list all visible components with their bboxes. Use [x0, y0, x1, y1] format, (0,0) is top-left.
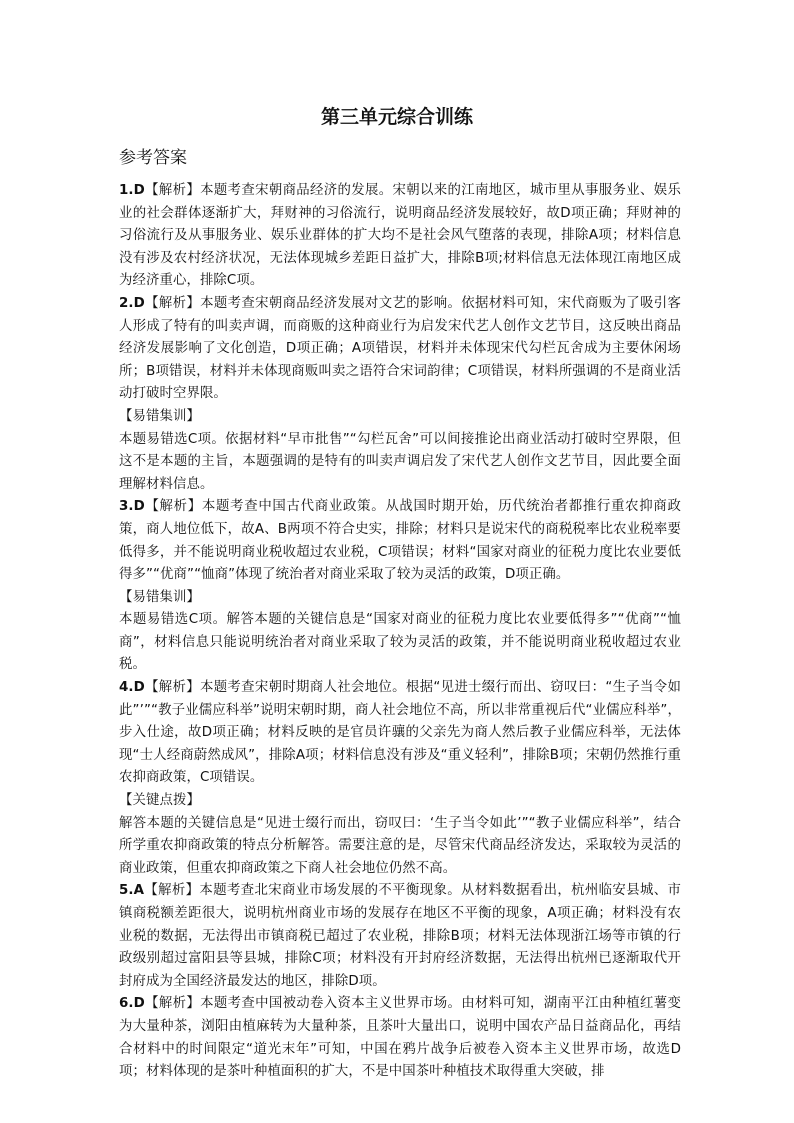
answer-item — [119, 496, 681, 586]
note-paragraph: 解答本题的关键信息是“见进士缀行而出，窃叹曰：‘生子当令如此’”“教子业儒应科举”，结合所学重农抑商政策的特点分析解答。需要注意的是，尽管宋代商品经济发达，采取较为灵活的商业政策，但重农抑商政策之下商人社会地位仍然不高。 — [119, 815, 681, 876]
answer-explanation: 【解析】本题考查宋朝商品经济发展对文艺的影响。依据材料可知，宋代商贩为了吸引客人形成了特有的叫卖声调，而商贩的这种商业行为启发宋代艺人创作文艺节目，这反映出商品经济发展影响了文化创造，D项正确；A项错误，材料并未体现宋代勾栏瓦舍成为主要休闲场所；B项错误，材料并未体现商贩叫卖之语符合宋词韵律；C项错误，材料所强调的不是商业活动打破时空界限。 — [119, 295, 681, 402]
answer-item — [119, 180, 681, 293]
answer-explanation: 【解析】本题考查北宋商业市场发展的不平衡现象。从材料数据看出，杭州临安县城、市镇商税额差距很大，说明杭州商业市场的发展存在地区不平衡的现象，A项正确；材料没有农业税的数据，无法得出市镇商税已超过了农业税，排除B项；材料无法体现浙江场等市镇的行政级别超过富阳县等县城，排除C项；材料没有开封府经济数据，无法得出杭州已逐渐取代开封府成为全国经济最发达的地区，排除D项。 — [119, 883, 681, 989]
answer-body — [119, 180, 681, 1084]
note-paragraph: 本题易错选C项。依据材料“早市批售”“勾栏瓦舍”可以间接推论出商业活动打破时空界限，但这不是本题的主旨，本题强调的是特有的叫卖声调启发了宋代艺人创作文艺节目，因此要全面理解材料信息。 — [119, 431, 681, 492]
answer-explanation: 【解析】本题考查宋朝商品经济的发展。宋朝以来的江南地区，城市里从事服务业、娱乐业的社会群体逐渐扩大，拜财神的习俗流行，说明商品经济发展较好，故D项正确；拜财神的习俗流行及从事服务业、娱乐业群体的扩大均不是社会风气堕落的表现，排除A项；材料信息没有涉及农村经济状况，无法体现城乡差距日益扩大，排除B项;材料信息无法体现江南地区成为经济重心，排除C项。 — [119, 183, 681, 289]
answer-section-heading: 参考答案 — [119, 148, 187, 168]
section-label: 【易错集训】 — [119, 408, 200, 424]
answer-number: 1.D — [119, 183, 145, 198]
answer-number: 4.D — [119, 680, 145, 696]
note-paragraph: 本题易错选C项。解答本题的关键信息是“国家对商业的征税力度比农业要低得多”“优商”“恤商”，材料信息只能说明统治者对商业采取了较为灵活的政策，并不能说明商业税收超过农业税。 — [119, 612, 681, 673]
answer-number: 6.D — [119, 996, 145, 1012]
answer-explanation: 【解析】本题考查中国被动卷入资本主义世界市场。由材料可知，湖南平江由种植红薯变为大量种茶，浏阳由植麻转为大量种茶，且茶叶大量出口，说明中国农产品日益商品化，再结合材料中的时间限定“道光末年”可知，中国在鸦片战争后被卷入资本主义世界市场，故选D项；材料体现的是茶叶种植面积的扩大，不是中国茶叶种植技术取得重大突破，排 — [119, 996, 681, 1080]
answer-item — [119, 293, 681, 406]
answer-item — [119, 677, 681, 790]
document-title: 第三单元综合训练 — [320, 106, 473, 128]
answer-number: 3.D — [119, 499, 145, 515]
answer-explanation: 【解析】本题考查宋朝时期商人社会地位。根据“见进士缀行而出、窃叹曰：“生子当令如此”’”“教子业儒应科举”说明宋朝时期，商人社会地位不高，所以非常重视后代“业儒应科举”，步入仕途，故D项正确；材料反映的是官员许骧的父亲先为商人然后教子业儒应科举，无法体现“士人经商蔚然成风”，排除A项；材料信息没有涉及“重义轻利”，排除B项；宋朝仍然推行重农抑商政策，C项错误。 — [119, 680, 681, 786]
section-label: 【关键点拨】 — [119, 793, 200, 809]
answer-number: 2.D — [119, 295, 145, 311]
answer-explanation: 【解析】本题考查中国古代商业政策。从战国时期开始，历代统治者都推行重农抑商政策，商人地位低下，故A、B两项不符合史实，排除；材料只是说宋代的商税税率比农业税率要低得多，并不能说明商业税收超过农业税，C项错误；材料“国家对商业的征税力度比农业要低得多”“优商”“恤商”体现了统治者对商业采取了较为灵活的政策，D项正确。 — [119, 499, 681, 583]
section-label: 【易错集训】 — [119, 589, 200, 605]
answer-item — [119, 880, 681, 993]
answer-item — [119, 993, 681, 1083]
answer-number: 5.A — [119, 883, 145, 899]
